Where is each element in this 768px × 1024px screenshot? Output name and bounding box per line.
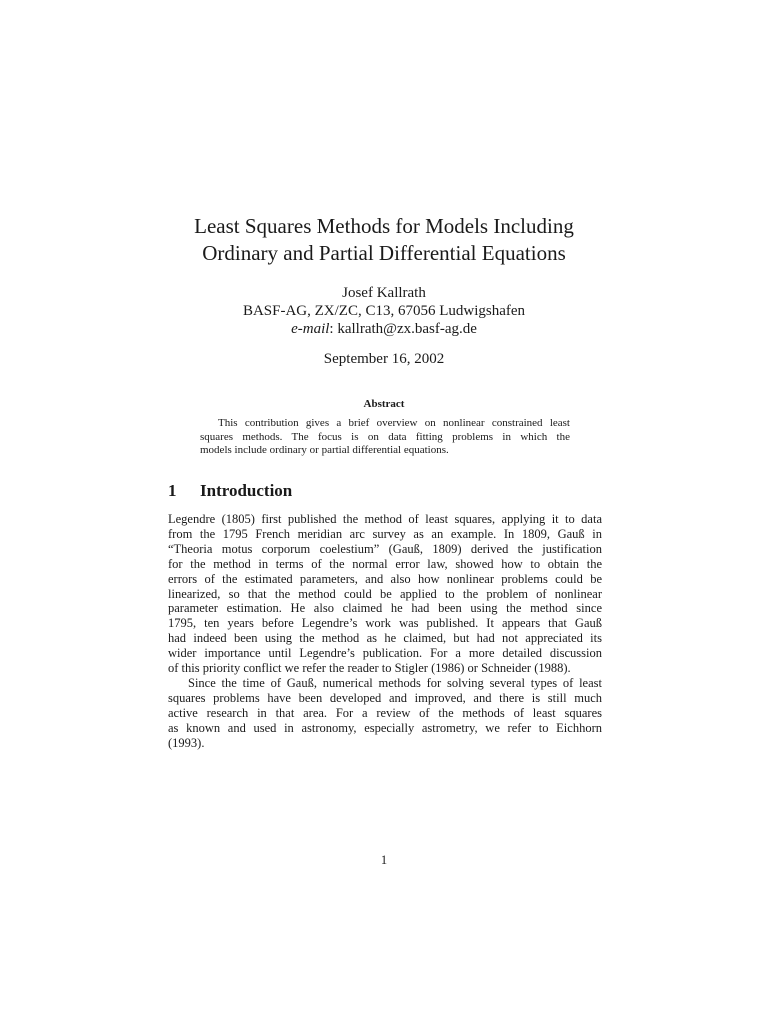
paragraph-line: linearized, so that the method could be applied to the problem of nonlinear	[168, 586, 602, 601]
paragraph-line: active research in that area. For a review of the methods of least squares	[168, 705, 602, 720]
author-email-line	[0, 320, 768, 338]
section-title: Introduction	[200, 481, 293, 500]
paragraph-line: from the 1795 French meridian arc survey as an example. In 1809, Gauß in	[168, 526, 602, 541]
title-line-1: Least Squares Methods for Models Including	[194, 214, 574, 238]
abstract-line: squares methods. The focus is on data fitting problems in which the	[200, 430, 570, 443]
abstract-body	[200, 417, 570, 458]
paragraph-line: Since the time of Gauß, numerical methods for solving several types of least	[188, 675, 602, 690]
section-number: 1	[168, 481, 177, 500]
email-separator: :	[329, 321, 338, 337]
paragraph-line: 1795, ten years before Legendre’s work was published. It appears that Gauß	[168, 616, 602, 631]
paragraph-line: wider importance until Legendre’s publication. For a more detailed discussion	[168, 646, 602, 661]
abstract-line: models include ordinary or partial differential equations.	[200, 444, 449, 456]
paragraph-line: parameter estimation. He also claimed he had been using the method since	[168, 601, 602, 616]
paragraph-line: (1993).	[168, 735, 205, 750]
paragraph-line: squares problems have been developed and improved, and there is still much	[168, 690, 602, 705]
title-line-2: Ordinary and Partial Differential Equations	[202, 241, 566, 265]
author-affiliation: BASF-AG, ZX/ZC, C13, 67056 Ludwigshafen	[242, 303, 526, 319]
email-label: e-mail	[291, 321, 330, 337]
author-name: Josef Kallrath	[342, 285, 426, 301]
body-text	[168, 512, 602, 751]
paper-date: September 16, 2002	[323, 351, 445, 367]
paragraph-line: “Theoria motus corporum coelestium” (Gauß, 1809) derived the justification	[168, 541, 602, 556]
author-email: kallrath@zx.basf-ag.de	[337, 321, 477, 337]
paper-title	[0, 213, 768, 267]
paragraph-line: Legendre (1805) first published the method of least squares, applying it to data	[168, 512, 602, 526]
paragraph-line: errors of the estimated parameters, and also how nonlinear problems could be	[168, 571, 602, 586]
paragraph-line: of this priority conflict we refer the reader to Stigler (1986) or Schneider (1988).	[168, 661, 571, 676]
abstract-heading: Abstract	[363, 398, 405, 410]
paragraph-line: as known and used in astronomy, especially astrometry, we refer to Eichhorn	[168, 720, 602, 735]
section-heading	[168, 481, 292, 501]
paragraph-line: for the method in terms of the normal error law, showed how to obtain the	[168, 556, 602, 571]
page-number: 1	[380, 853, 388, 867]
author-block	[0, 284, 768, 338]
abstract-line: This contribution gives a brief overview on nonlinear constrained least	[218, 417, 570, 429]
paragraph-line: had indeed been using the method as he claimed, but had not appreciated its	[168, 631, 602, 646]
